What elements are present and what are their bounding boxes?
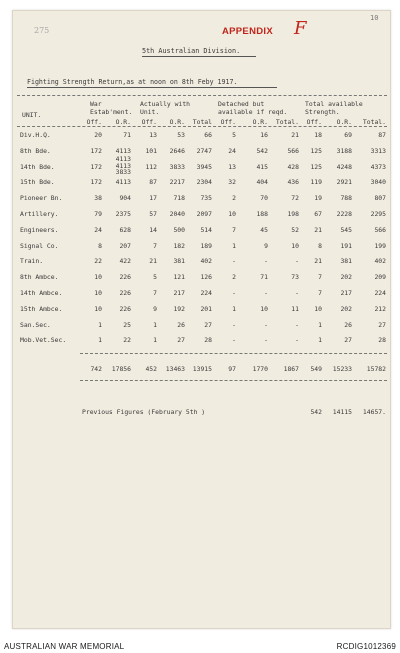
- row-unit-label: Engineers.: [20, 225, 59, 234]
- total-cell: 549: [310, 365, 322, 373]
- table-cell: 10: [94, 289, 102, 297]
- table-cell: 27: [204, 320, 212, 329]
- table-cell: 4113: [115, 146, 131, 155]
- return-title: Fighting Strength Return,as at noon on 8th Feby 1917.: [27, 78, 238, 86]
- table-cell: 7: [318, 289, 322, 297]
- total-cell: 13915: [192, 365, 212, 373]
- table-cell: 189: [200, 241, 212, 250]
- table-cell: 1: [318, 336, 322, 345]
- table-cell: 217: [173, 289, 185, 297]
- table-cell: 192: [173, 304, 185, 313]
- total-cell: 1770: [252, 365, 268, 373]
- table-cell: 10: [94, 273, 102, 282]
- table-cell: 209: [374, 273, 386, 282]
- row-unit-label: 14th Ambce.: [20, 289, 63, 297]
- table-cell: 87: [378, 131, 386, 139]
- table-cell: 45: [260, 225, 268, 234]
- table-cell: -: [232, 320, 236, 329]
- table-cell: 212: [374, 304, 386, 313]
- table-cell: -: [232, 289, 236, 297]
- table-cell: 69: [344, 131, 352, 139]
- table-cell: 381: [340, 257, 352, 266]
- appendix-stamp: APPENDIX: [222, 26, 273, 37]
- previous-figures-label: Previous Figures (February 5th ): [82, 408, 206, 416]
- table-cell: 9: [153, 304, 157, 313]
- row-unit-label: Pioneer Bn.: [20, 194, 63, 203]
- table-cell: 4113 4113 3833: [115, 155, 131, 177]
- table-cell: 5: [232, 131, 236, 139]
- table-cell: 202: [340, 304, 352, 313]
- table-cell: 19: [314, 194, 322, 203]
- table-cell: 11: [291, 304, 299, 313]
- table-cell: 2921: [336, 178, 352, 187]
- subheader-cell: Total: [192, 118, 212, 126]
- table-cell: 207: [119, 241, 131, 250]
- table-cell: 172: [90, 162, 102, 171]
- table-cell: 7: [153, 241, 157, 250]
- row-unit-label: 8th Ambce.: [20, 273, 59, 282]
- totals-bottom-rule: [80, 380, 387, 381]
- header-total-available: Total available Strength.: [305, 100, 363, 116]
- total-cell: 452: [145, 365, 157, 373]
- table-cell: 191: [340, 241, 352, 250]
- table-cell: 57: [149, 210, 157, 218]
- header-bottom-rule: [17, 126, 387, 127]
- row-unit-label: 14th Bde.: [20, 162, 55, 171]
- table-cell: 27: [177, 336, 185, 345]
- table-cell: 402: [200, 257, 212, 266]
- table-cell: 1: [318, 320, 322, 329]
- table-cell: -: [232, 336, 236, 345]
- row-unit-label: Signal Co.: [20, 241, 59, 250]
- table-cell: 26: [177, 320, 185, 329]
- header-detached: Detached but available if reqd.: [218, 100, 288, 116]
- table-cell: 27: [344, 336, 352, 345]
- table-cell: 4113: [115, 178, 131, 187]
- table-cell: 188: [256, 210, 268, 218]
- table-cell: 718: [173, 194, 185, 203]
- table-cell: 8: [318, 241, 322, 250]
- table-cell: 566: [374, 225, 386, 234]
- table-cell: 2304: [196, 178, 212, 187]
- table-cell: 112: [145, 162, 157, 171]
- table-cell: 10: [228, 210, 236, 218]
- table-cell: 21: [314, 225, 322, 234]
- table-cell: 381: [173, 257, 185, 266]
- table-cell: 217: [340, 289, 352, 297]
- table-cell: 10: [314, 304, 322, 313]
- table-cell: 1: [153, 320, 157, 329]
- total-cell: 97: [228, 365, 236, 373]
- table-cell: 26: [344, 320, 352, 329]
- table-cell: 226: [119, 273, 131, 282]
- table-cell: 2097: [196, 210, 212, 218]
- table-cell: 2228: [336, 210, 352, 218]
- table-cell: 13: [228, 162, 236, 171]
- table-cell: 21: [149, 257, 157, 266]
- table-cell: 436: [287, 178, 299, 187]
- subheader-cell: Off.: [220, 118, 236, 126]
- table-cell: 10: [94, 304, 102, 313]
- table-cell: 8: [98, 241, 102, 250]
- table-cell: 24: [94, 225, 102, 234]
- page-number: 10: [370, 14, 379, 22]
- table-cell: 7: [232, 225, 236, 234]
- table-cell: 38: [94, 194, 102, 203]
- subheader-cell: O.R.: [252, 118, 268, 126]
- table-cell: -: [264, 257, 268, 266]
- subheader-cell: Total.: [275, 118, 299, 126]
- table-cell: 2217: [169, 178, 185, 187]
- footer-right: RCDIG1012369: [336, 642, 396, 651]
- table-cell: 201: [200, 304, 212, 313]
- table-cell: 807: [374, 194, 386, 203]
- table-cell: 79: [94, 210, 102, 218]
- row-unit-label: Artillery.: [20, 210, 59, 218]
- row-unit-label: 15th Ambce.: [20, 304, 63, 313]
- row-unit-label: Div.H.Q.: [20, 131, 51, 139]
- table-cell: 32: [228, 178, 236, 187]
- return-title-underline: [27, 87, 277, 88]
- table-cell: 5: [153, 273, 157, 282]
- table-cell: 28: [204, 336, 212, 345]
- table-cell: 9: [264, 241, 268, 250]
- table-cell: 25: [123, 320, 131, 329]
- table-cell: -: [295, 289, 299, 297]
- table-cell: 226: [119, 304, 131, 313]
- table-cell: 7: [153, 289, 157, 297]
- table-cell: 500: [173, 225, 185, 234]
- row-unit-label: 8th Bde.: [20, 146, 51, 155]
- table-cell: 121: [173, 273, 185, 282]
- total-cell: 15233: [332, 365, 352, 373]
- table-cell: 224: [374, 289, 386, 297]
- subheader-cell: Total.: [362, 118, 386, 126]
- table-cell: 52: [291, 225, 299, 234]
- division-title-underline: [142, 56, 256, 57]
- table-cell: 904: [119, 194, 131, 203]
- division-title: 5th Australian Division.: [142, 47, 241, 55]
- subheader-cell: Off.: [306, 118, 322, 126]
- table-cell: 172: [90, 146, 102, 155]
- table-cell: 404: [256, 178, 268, 187]
- table-cell: 101: [145, 146, 157, 155]
- table-cell: 2375: [115, 210, 131, 218]
- table-cell: -: [295, 257, 299, 266]
- table-cell: 514: [200, 225, 212, 234]
- totals-top-rule: [80, 353, 387, 354]
- total-cell: 13463: [165, 365, 185, 373]
- table-cell: 16: [260, 131, 268, 139]
- table-cell: 17: [149, 194, 157, 203]
- table-cell: 542: [256, 146, 268, 155]
- table-cell: 22: [94, 257, 102, 266]
- table-cell: -: [264, 289, 268, 297]
- table-cell: 172: [90, 178, 102, 187]
- table-cell: 71: [123, 131, 131, 139]
- table-cell: 428: [287, 162, 299, 171]
- table-cell: 2295: [370, 210, 386, 218]
- table-cell: 226: [119, 289, 131, 297]
- previous-figures-or: 14115: [332, 408, 352, 416]
- table-cell: 3313: [370, 146, 386, 155]
- table-cell: 7: [318, 273, 322, 282]
- table-cell: 87: [149, 178, 157, 187]
- table-cell: 1: [98, 336, 102, 345]
- table-cell: 415: [256, 162, 268, 171]
- table-cell: -: [264, 336, 268, 345]
- table-cell: 10: [291, 241, 299, 250]
- table-cell: 10: [260, 304, 268, 313]
- table-cell: 2: [232, 273, 236, 282]
- table-cell: 402: [374, 257, 386, 266]
- table-cell: 1: [232, 304, 236, 313]
- table-cell: 2747: [196, 146, 212, 155]
- table-cell: 67: [314, 210, 322, 218]
- table-cell: -: [232, 257, 236, 266]
- table-cell: 21: [291, 131, 299, 139]
- table-cell: 18: [314, 131, 322, 139]
- row-unit-label: San.Sec.: [20, 320, 51, 329]
- previous-figures-off: 542: [310, 408, 322, 416]
- table-cell: 119: [310, 178, 322, 187]
- pencil-folio-number: 275: [34, 26, 50, 35]
- table-cell: 3833: [169, 162, 185, 171]
- table-cell: 1: [153, 336, 157, 345]
- table-cell: 545: [340, 225, 352, 234]
- table-cell: 788: [340, 194, 352, 203]
- table-cell: 1: [232, 241, 236, 250]
- table-cell: -: [264, 320, 268, 329]
- table-cell: 4248: [336, 162, 352, 171]
- table-cell: 73: [291, 273, 299, 282]
- table-cell: 2040: [169, 210, 185, 218]
- subheader-cell: Off.: [86, 118, 102, 126]
- footer-left: AUSTRALIAN WAR MEMORIAL: [4, 642, 125, 651]
- table-cell: 126: [200, 273, 212, 282]
- table-cell: 72: [291, 194, 299, 203]
- total-cell: 742: [90, 365, 102, 373]
- row-unit-label: Train.: [20, 257, 44, 266]
- table-cell: 14: [149, 225, 157, 234]
- table-cell: 3040: [370, 178, 386, 187]
- table-cell: 53: [177, 131, 185, 139]
- table-cell: 2: [232, 194, 236, 203]
- table-cell: 20: [94, 131, 102, 139]
- table-cell: 628: [119, 225, 131, 234]
- table-cell: 566: [287, 146, 299, 155]
- table-cell: 21: [314, 257, 322, 266]
- header-top-rule: [17, 95, 387, 96]
- table-cell: 2646: [169, 146, 185, 155]
- table-cell: 71: [260, 273, 268, 282]
- subheader-cell: O.R.: [336, 118, 352, 126]
- header-actually-with-unit: Actually with Unit.: [140, 100, 191, 116]
- table-cell: 199: [374, 241, 386, 250]
- table-cell: 202: [340, 273, 352, 282]
- appendix-letter: F: [294, 18, 307, 39]
- table-cell: 24: [228, 146, 236, 155]
- table-cell: 125: [310, 146, 322, 155]
- header-war-establishment: War Estab'ment.: [90, 100, 133, 116]
- table-cell: 3945: [196, 162, 212, 171]
- subheader-cell: Off.: [141, 118, 157, 126]
- table-cell: 1: [98, 320, 102, 329]
- table-cell: 27: [378, 320, 386, 329]
- table-cell: 4373: [370, 162, 386, 171]
- total-cell: 15782: [366, 365, 386, 373]
- previous-figures-total: 14657.: [362, 408, 386, 416]
- table-cell: 28: [378, 336, 386, 345]
- table-cell: 3188: [336, 146, 352, 155]
- table-cell: -: [295, 320, 299, 329]
- table-cell: 13: [149, 131, 157, 139]
- table-cell: 66: [204, 131, 212, 139]
- total-cell: 17856: [111, 365, 131, 373]
- table-cell: 70: [260, 194, 268, 203]
- subheader-cell: O.R.: [115, 118, 131, 126]
- table-cell: 125: [310, 162, 322, 171]
- table-cell: 224: [200, 289, 212, 297]
- table-cell: 735: [200, 194, 212, 203]
- row-unit-label: 15th Bde.: [20, 178, 55, 187]
- table-cell: 22: [123, 336, 131, 345]
- table-cell: 422: [119, 257, 131, 266]
- header-unit: UNIT.: [22, 111, 42, 119]
- table-cell: 182: [173, 241, 185, 250]
- table-cell: -: [295, 336, 299, 345]
- subheader-cell: O.R.: [169, 118, 185, 126]
- table-cell: 198: [287, 210, 299, 218]
- total-cell: 1867: [283, 365, 299, 373]
- row-unit-label: Mob.Vet.Sec.: [20, 336, 67, 345]
